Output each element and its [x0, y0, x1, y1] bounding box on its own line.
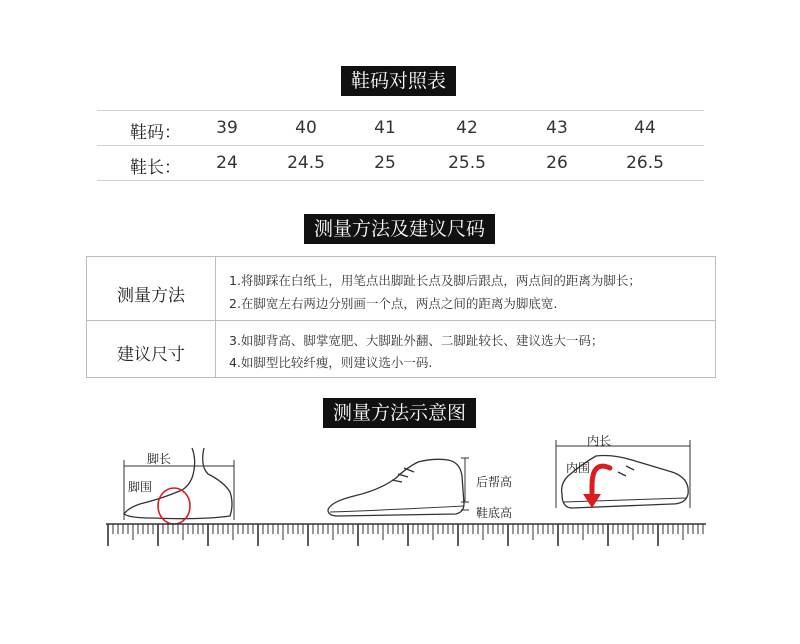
- method-line: 3.如脚背高、脚掌宽肥、大脚趾外翻、二脚趾较长、建议选大一码；: [229, 333, 604, 348]
- method-line: 4.如脚型比较纤瘦，则建议选小一码.: [229, 355, 433, 370]
- size-row-label: 鞋长：: [130, 158, 181, 178]
- sole-height-label: 鞋底高: [476, 506, 513, 520]
- size-cell: 26: [546, 153, 568, 173]
- size-table-mid-rule: [97, 145, 704, 146]
- size-cell: 44: [634, 118, 656, 138]
- size-cell: 25: [374, 153, 396, 173]
- method-table-row-divider: [86, 320, 715, 321]
- size-cell: 24: [216, 153, 238, 173]
- foot-length-label: 脚长: [147, 452, 172, 466]
- size-cell: 43: [546, 118, 568, 138]
- method-line: 2.在脚宽左右两边分别画一个点，两点之间的距离为脚底宽.: [229, 296, 558, 311]
- size-chart-title: 鞋码对照表: [341, 66, 456, 96]
- method-table-col-divider: [215, 256, 216, 377]
- size-table-bottom-rule: [97, 180, 704, 181]
- size-cell: 25.5: [448, 153, 486, 173]
- method-line: 1.将脚踩在白纸上，用笔点出脚趾长点及脚后跟点，两点间的距离为脚长；: [229, 273, 641, 288]
- inner-girth-label: 内围: [566, 461, 591, 475]
- diagram-title: 测量方法示意图: [323, 398, 476, 428]
- ruler: [106, 520, 706, 550]
- size-cell: 26.5: [626, 153, 664, 173]
- size-cell: 42: [456, 118, 478, 138]
- size-cell: 40: [295, 118, 317, 138]
- size-cell: 39: [216, 118, 238, 138]
- size-cell: 41: [374, 118, 396, 138]
- inner-girth-arrow: [592, 466, 610, 498]
- heel-height-label: 后帮高: [476, 475, 513, 489]
- inner-length-label: 内长: [587, 434, 612, 448]
- size-cell: 24.5: [287, 153, 325, 173]
- method-row-label: 建议尺寸: [117, 345, 185, 365]
- method-title: 测量方法及建议尺码: [304, 214, 495, 244]
- size-row-label: 鞋码：: [130, 123, 181, 143]
- size-table-top-rule: [97, 110, 704, 111]
- method-row-label: 测量方法: [117, 286, 185, 306]
- foot-girth-label: 脚围: [128, 480, 153, 494]
